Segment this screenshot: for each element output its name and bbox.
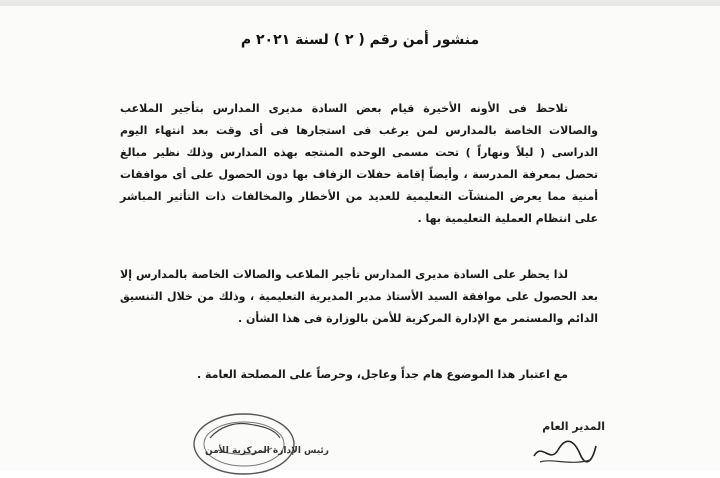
paragraph-prohibition: لذا يحظر على السادة مديرى المدارس تأجير الملاعب والصالات الخاصة بالمدارس إلا بعد الحصول على موافقة السيد الأستاذ مدير المديرية التعليمية ، وذلك من خلال التنسيق الدائم والمستمر مع الإدارة المركزية للأمن بالوزارة فى هذا الشأن . [120,268,598,325]
paragraph-closing: مع اعتبار هذا الموضوع هام جداً وعاجل، وحرصاً على المصلحة العامة . [196,368,568,381]
top-edge-band [0,0,720,6]
paragraph-observation: تلاحظ فى الأونه الأخيرة قيام بعض السادة مديرى المدارس بتأجير الملاعب والصالات الخاصة بالمدارس لمن يرغب فى استجارها فى أى وقت بعد انتهاء اليوم الدراسى ( ليلاً ونهاراً ) تحت مسمى الوحده المنتجه بهذه المدارس وذلك نظير مبالغ تحصل بمعرفة المدرسة ، وأيضاً إقامة حفلات الزفاف بها دون الحصول على أى موافقات أمنية مما يعرض المنشآت التعليمية للعديد من الأخطار والمخالفات ذات التأثير المباشر على انتظام العملية التعليمية بها . [120,102,598,225]
official-seal-icon [188,408,300,478]
document-title: منشور أمن رقم ( ٢ ) لسنة ٢٠٢١ م [240,32,480,48]
handwritten-signature-icon [530,436,600,470]
signature-title-security: رئيس الإدارة المركزية للأمن [205,446,329,456]
signature-block-general-manager [542,420,605,433]
signature-title: المدير العام [542,420,605,433]
